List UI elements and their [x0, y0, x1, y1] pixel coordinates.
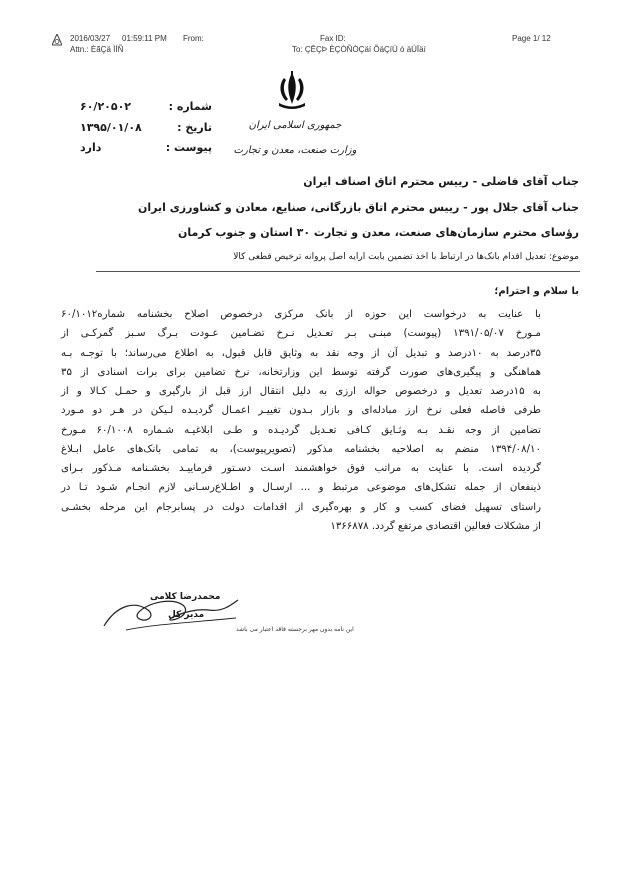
signer-title: مدیر کل	[168, 610, 205, 620]
body-line: طرفی فاصله فعلی نرخ ارز مبادله‌ای و بازار بـدون تغییـر اعمـال گردیـده لـیکن در هـر دو مـورد	[61, 405, 541, 417]
ref-attach-label: پیوست :	[165, 141, 212, 154]
body-line: به ۱۵درصد تعدیل و درخصوص حواله ارزی به دلیل انتقال ارز قبل از بارگیری و حمـل کـالا و از	[61, 386, 541, 397]
fax-logo-icon	[52, 34, 62, 46]
recipient-line: جناب آقای جلال پور - رییس محترم اتاق بازرگانی، صنایع، معادن و کشاورزی ایران	[137, 201, 579, 214]
body-line: مـورخ ۱۳۹۱/۰۵/۰۷ (پیوست) مبنـی بـر تعـدیل نـرخ تضـامین عـودت بـرگ سـبز گمرکـی از	[61, 328, 541, 340]
ref-attach-value: دارد	[80, 141, 102, 154]
letterhead-ministry: وزارت صنعت، معدن و تجارت	[233, 145, 357, 156]
fax-id-label: Fax ID:	[320, 34, 346, 43]
fax-attn: Attn.: ÈãÇä ÌÍÑ	[70, 45, 124, 54]
ref-number-value: ۶۰/۲۰۵۰۲	[80, 100, 132, 113]
ref-attachment	[80, 141, 212, 154]
body-line: ۳۵درصد به ۱۰درصد و تبدیل آن از وجه نقد به وثایق قابل قبول، به اطلاع می‌رساند؛ با توجـه بـه	[61, 347, 541, 359]
ref-date-label: تاریخ :	[177, 121, 212, 134]
ref-number	[80, 100, 212, 113]
ref-date-value: ۱۳۹۵/۰۱/۰۸	[80, 121, 142, 134]
body-line: از مشکلات فعالین اقتصادی مرتفع گردد. ۱۳۶۶۸۷۸	[330, 520, 541, 532]
body-line: هماهنگی و پیگیری‌های صورت گرفته توسط این وزارتخانه، نرخ تضامین برای برات اسنادی از ۳۵	[61, 366, 541, 378]
ref-date	[80, 121, 212, 134]
fax-from-label: From:	[183, 34, 204, 43]
body-line: تضامین از وجه نقـد بـه وثـایق کـافی تعـدیل گردیـده و طـی ابلاغیـه شـماره ۶۰/۱۰۰۸ مـورخ	[61, 424, 541, 436]
iran-emblem-icon	[274, 70, 310, 110]
divider	[96, 271, 580, 272]
recipient-line: رؤسای محترم سازمان‌های صنعت، معدن و تجارت ۳۰ استان و جنوب کرمان	[177, 226, 579, 239]
fax-date: 2016/03/27	[70, 34, 111, 43]
recipient-line: جناب آقای فاضلی - رییس محترم اتاق اصناف ایران	[303, 175, 579, 188]
greeting: با سلام و احترام؛	[494, 286, 579, 297]
fax-page: Page 1/ 12	[512, 34, 551, 43]
ref-number-label: شماره :	[168, 100, 212, 113]
fax-to: To: ÇÊÇÞ ÈÇÒÑÒÇäí ÕäÇíÚ ò äÚÏäí	[292, 45, 426, 54]
fax-time: 01:59:11 PM	[122, 34, 167, 43]
body-line: با عنایت به درخواست این حوزه از بانک مرکزی درخصوص اصلاح بخشنامه شماره۶۰/۱۰۱۲	[61, 309, 541, 320]
seal-note: این نامه بدون مهر برجسته فاقد اعتبار می باشد	[236, 626, 354, 633]
body-line: راستای تسهیل فضای کسب و کار و بهره‌گیری از اقدامات دولت در پسابرجام این مرحله بخشـی	[61, 501, 541, 513]
body-line: ذینفعان از جمله تشکل‌های موضوعی مرتبط و ... ارسـال و اطـلاع‌رسـانی لازم انجـام شـود تـا در	[61, 482, 541, 494]
body-paragraph	[61, 305, 541, 536]
body-line: گردیده است. با عنایت به مراتب فوق خواهشمند اسـت دسـتور فرماییـد بخشـنامه مـذکور بـرای	[61, 463, 541, 474]
subject-line: موضوع: تعدیل اقدام بانک‌ها در ارتباط با اخذ تضمین بابت ارایه اصل پروانه ترخیص قطعی کالا	[233, 252, 579, 262]
body-line: ۱۳۹۴/۰۸/۱۰ منضم به اصلاحیه بخشنامه مذکور (تصویرپیوست)، به تمامی بانک‌های عامل ابـلاغ	[61, 443, 541, 455]
fax-header	[0, 34, 637, 64]
letterhead-country: جمهوری اسلامی ایران	[248, 120, 342, 131]
signer-name: محمدرضا کلامی	[150, 592, 221, 602]
